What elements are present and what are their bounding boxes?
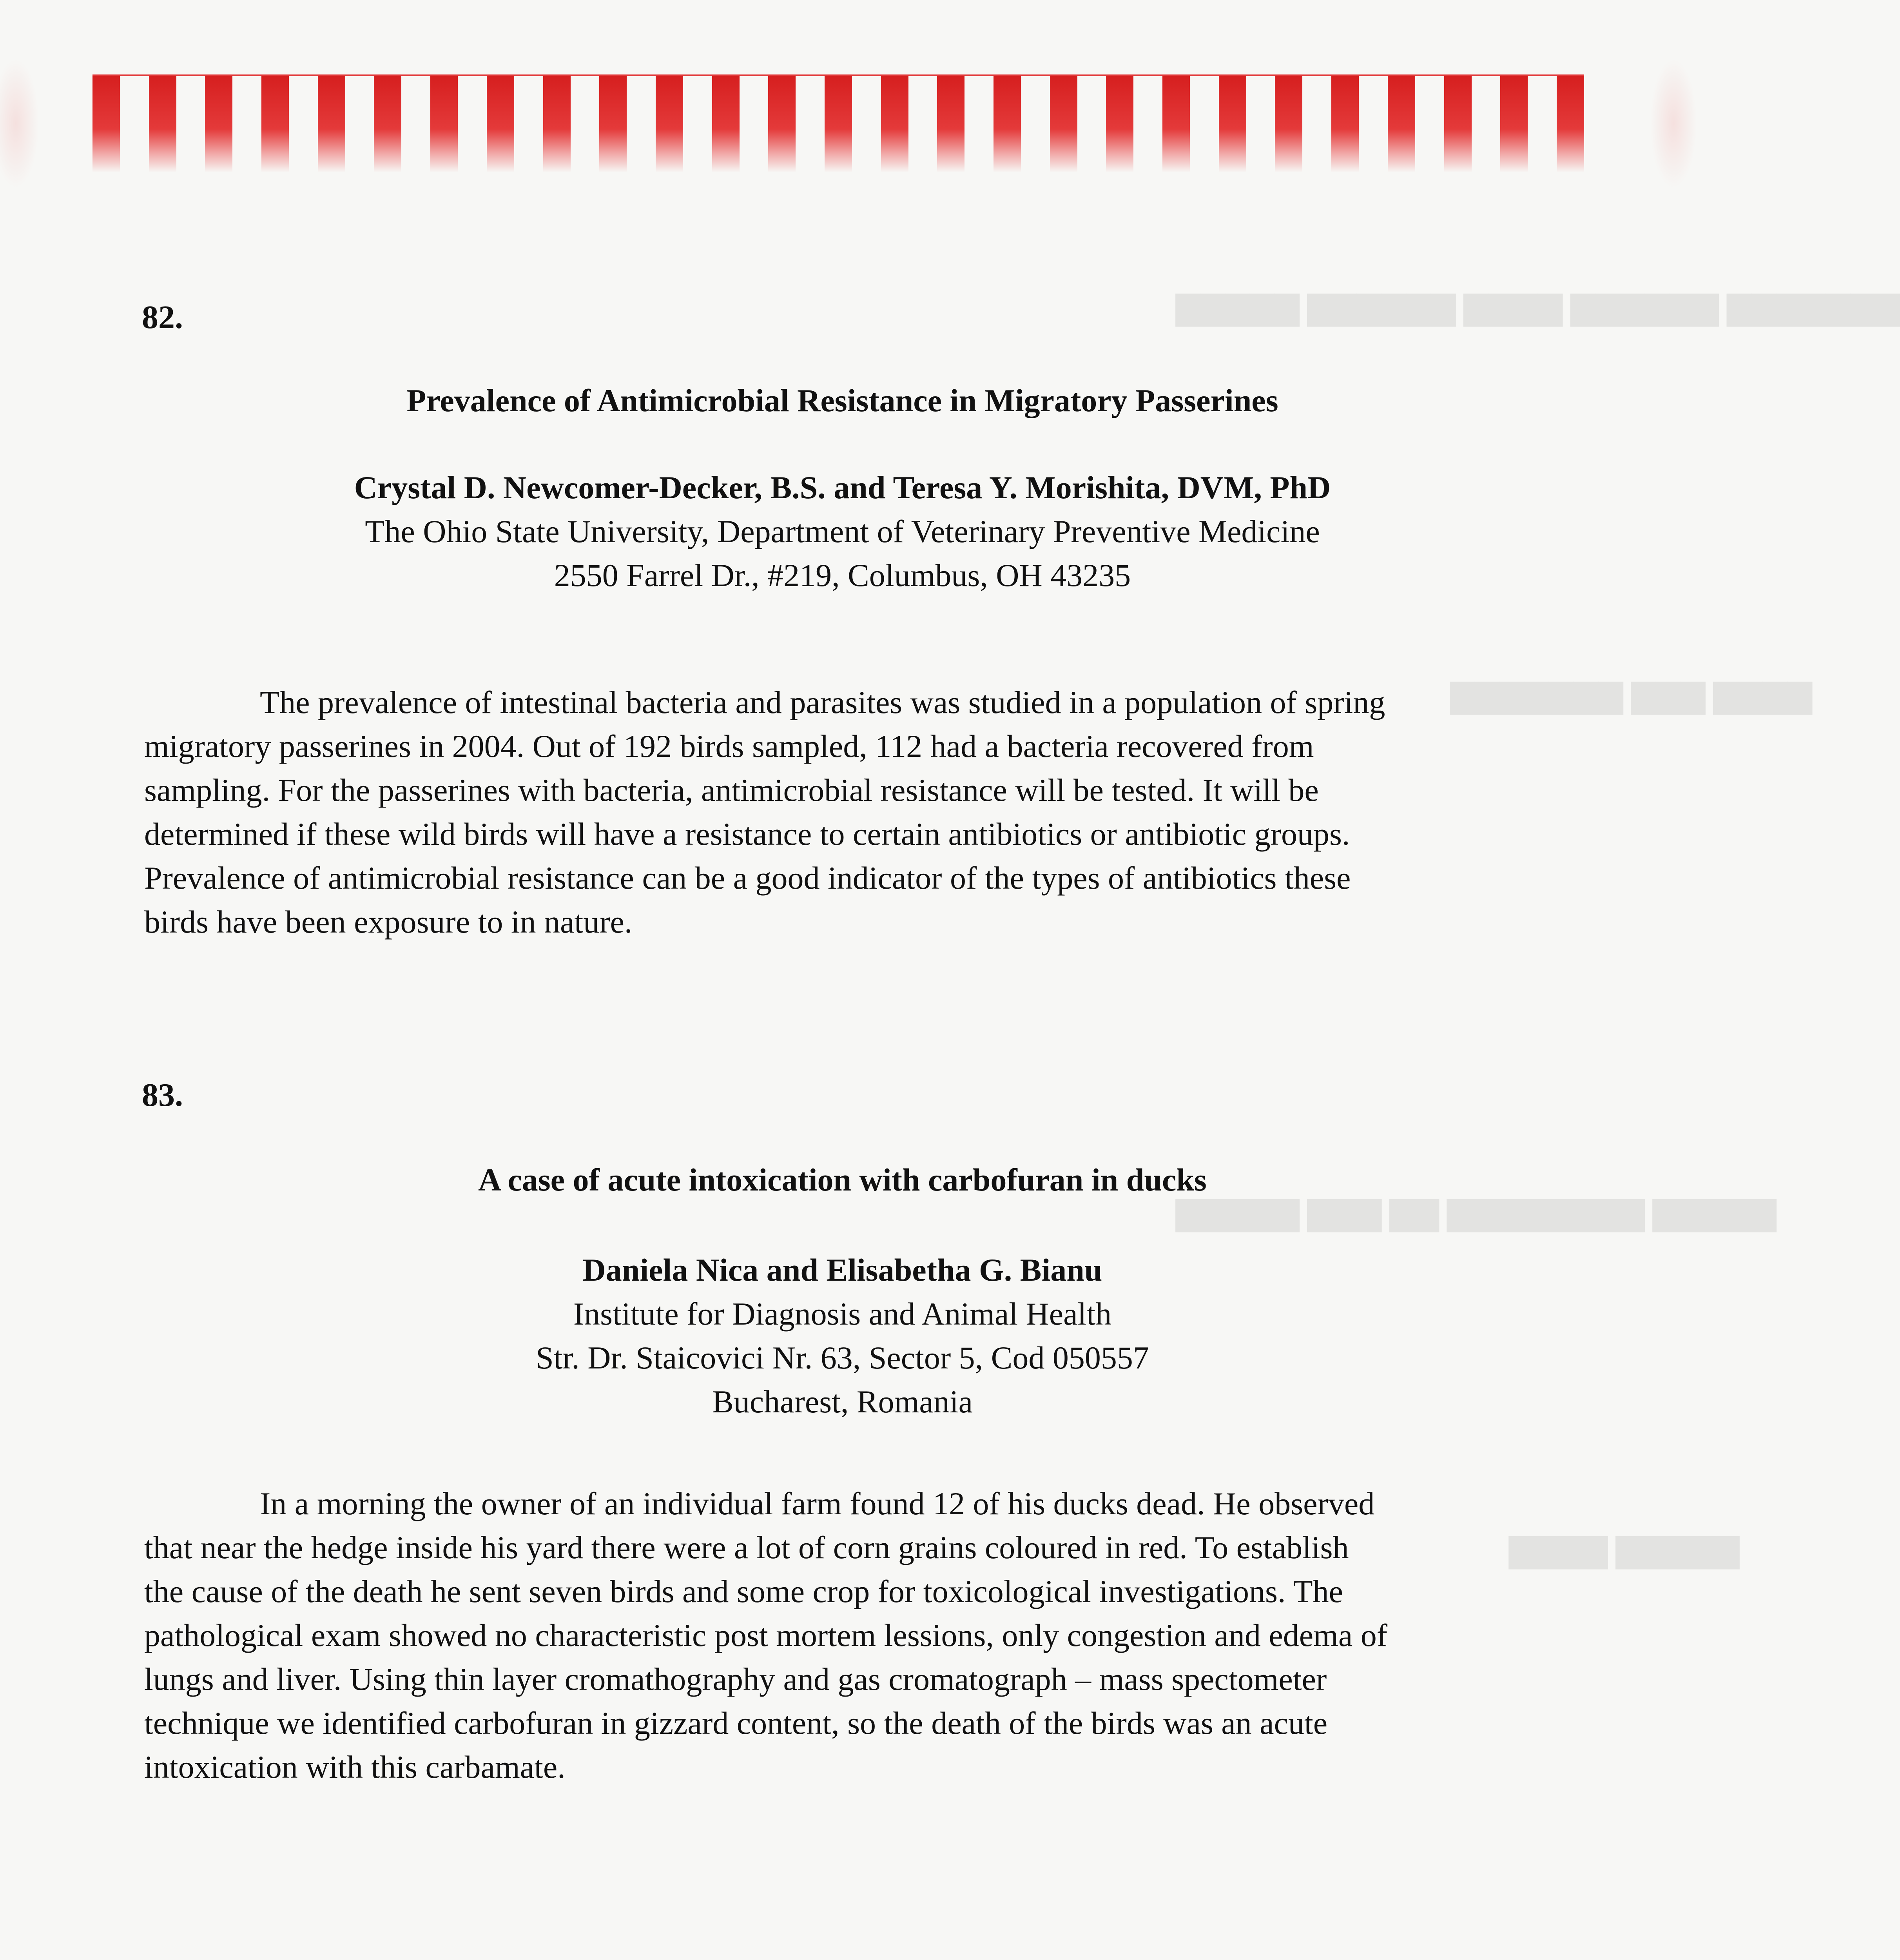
banner-stripe — [487, 76, 514, 172]
banner-stripe — [881, 76, 908, 172]
banner-stripe — [430, 76, 458, 172]
abstract-affiliation — [0, 1292, 1685, 1424]
body-line: migratory passerines in 2004. Out of 192 birds sampled, 112 had a bacteria recovered from — [144, 728, 1314, 764]
body-line: that near the hedge inside his yard there were a lot of corn grains coloured in red. To establish — [144, 1530, 1349, 1565]
abstract-title: A case of acute intoxication with carbofuran in ducks — [478, 1162, 1207, 1198]
banner-stripe — [1444, 76, 1472, 172]
bleed-through-texture: ▇▇▇▇▇ ▇▇▇▇ — [1509, 1533, 1740, 1568]
affiliation-line: Institute for Diagnosis and Animal Health — [573, 1296, 1112, 1332]
body-line: pathological exam showed no characteristic post mortem lessions, only congestion and edema of — [144, 1617, 1388, 1653]
banner-stripe — [599, 76, 627, 172]
body-line: intoxication with this carbamate. — [144, 1749, 566, 1785]
abstract-body — [144, 681, 1618, 944]
banner-stripe — [1106, 76, 1133, 172]
body-line: the cause of the death he sent seven birds and some crop for toxicological investigations. The — [144, 1573, 1343, 1609]
banner-stripe — [318, 76, 345, 172]
abstract-number: 83. — [142, 1077, 183, 1113]
affiliation-line: Str. Dr. Staicovici Nr. 63, Sector 5, Cod 050557 — [536, 1340, 1149, 1376]
banner-stripe — [1500, 76, 1528, 172]
body-line: sampling. For the passerines with bacteria, antimicrobial resistance will be tested. It will be — [144, 772, 1319, 808]
affiliation-line: 2550 Farrel Dr., #219, Columbus, OH 43235 — [554, 557, 1131, 593]
banner-stripe — [1050, 76, 1077, 172]
bleed-through-texture: ▇▇▇▇▇▇▇ ▇▇▇▇▇▇ ▇▇▇▇ ▇▇▇▇▇▇ ▇▇▇▇▇ — [1176, 290, 1900, 326]
edge-shadow-right — [1650, 59, 1697, 188]
abstract-body — [144, 1482, 1618, 1789]
banner-stripe — [261, 76, 289, 172]
body-line: lungs and liver. Using thin layer cromathography and gas cromatograph – mass spectometer — [144, 1661, 1327, 1697]
banner-stripe — [1557, 76, 1584, 172]
banner-stripe — [712, 76, 740, 172]
banner-stripe — [543, 76, 571, 172]
body-line: determined if these wild birds will have a resistance to certain antibiotics or antibiotic groups. — [144, 816, 1350, 852]
affiliation-line: Bucharest, Romania — [712, 1384, 973, 1419]
body-line: Prevalence of antimicrobial resistance can be a good indicator of the types of antibiotics these — [144, 860, 1351, 896]
abstract-authors: Daniela Nica and Elisabetha G. Bianu — [582, 1252, 1102, 1288]
banner-stripe — [1388, 76, 1415, 172]
banner-stripe — [1162, 76, 1190, 172]
banner-stripe — [656, 76, 683, 172]
bleed-through-texture: ▇▇▇▇ ▇▇▇ ▇▇▇▇▇▇▇ — [1450, 678, 1812, 714]
banner-stripe — [205, 76, 232, 172]
edge-shadow-left — [0, 59, 39, 188]
body-line: birds have been exposure to in nature. — [144, 904, 633, 940]
abstract-authors: Crystal D. Newcomer-Decker, B.S. and Teresa Y. Morishita, DVM, PhD — [354, 470, 1331, 505]
banner-stripe — [825, 76, 852, 172]
header-stripe-banner — [92, 74, 1584, 172]
banner-stripe — [1275, 76, 1302, 172]
affiliation-line: The Ohio State University, Department of Veterinary Preventive Medicine — [365, 514, 1320, 549]
banner-stripe — [768, 76, 796, 172]
abstract-title: Prevalence of Antimicrobial Resistance in Migratory Passerines — [406, 383, 1278, 418]
banner-stripe — [1219, 76, 1246, 172]
body-line: technique we identified carbofuran in gizzard content, so the death of the birds was an acute — [144, 1705, 1328, 1741]
body-line: In a morning the owner of an individual farm found 12 of his ducks dead. He observed — [260, 1486, 1375, 1521]
banner-stripe — [994, 76, 1021, 172]
banner-stripe — [92, 76, 120, 172]
abstract-number: 82. — [142, 299, 183, 336]
banner-stripe — [937, 76, 965, 172]
bleed-through-texture: ▇▇▇▇▇ ▇▇▇▇▇▇▇▇ ▇▇ ▇▇▇ ▇▇▇▇▇ — [1176, 1196, 1777, 1231]
abstract-affiliation — [0, 510, 1685, 597]
banner-stripe — [149, 76, 176, 172]
banner-stripe — [1331, 76, 1359, 172]
banner-stripe — [374, 76, 401, 172]
body-line: The prevalence of intestinal bacteria and parasites was studied in a population of spring — [260, 684, 1385, 720]
